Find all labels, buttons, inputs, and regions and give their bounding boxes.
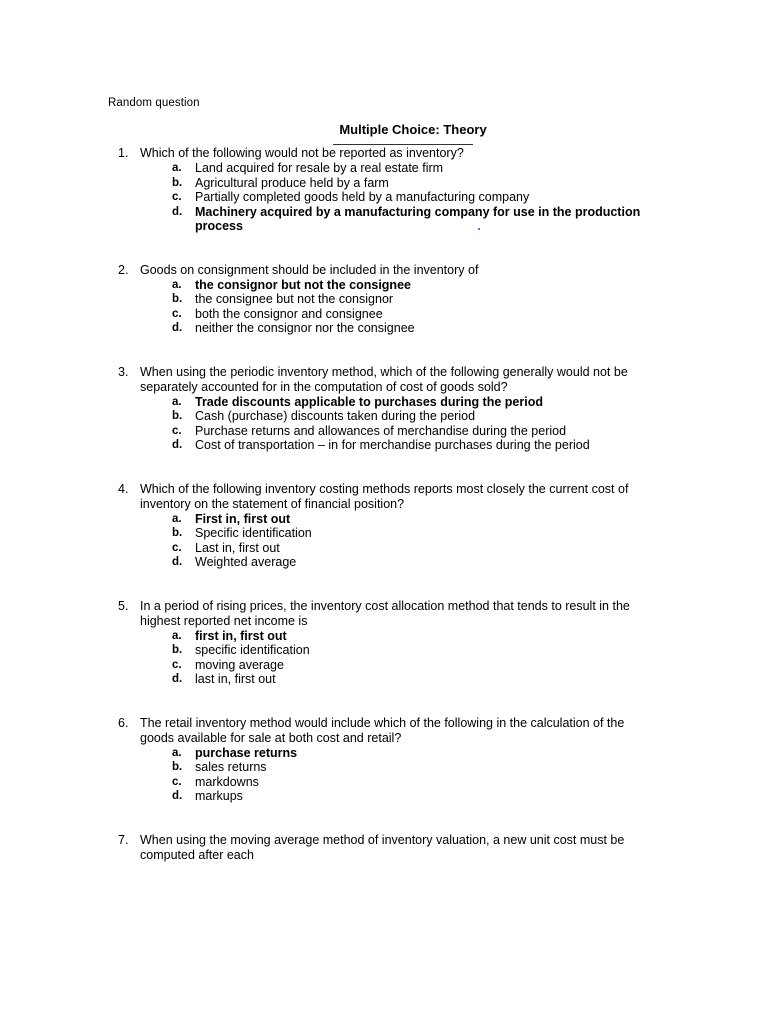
question-list: [0, 146, 768, 892]
choice-letter: c.: [172, 424, 182, 437]
choice-letter: a.: [172, 395, 182, 408]
choice-b: [0, 760, 768, 775]
choice-text: moving average: [195, 657, 284, 672]
choice-text: the consignee but not the consignor: [195, 292, 394, 306]
choice-text: markdowns: [195, 774, 259, 789]
choice-letter: a.: [172, 512, 182, 525]
choice-text: Purchase returns and allowances of merchandise during the period: [195, 423, 567, 438]
question-number: 3.: [118, 364, 129, 379]
choice-list: [0, 629, 768, 687]
choice-letter: d.: [172, 673, 183, 685]
question-text: When using the moving average method of inventory valuation, a new unit cost must be computed after each: [140, 832, 625, 862]
choice-text: Trade discounts applicable to purchases during the period: [195, 394, 543, 409]
choice-letter: c.: [172, 541, 182, 554]
question-4: [0, 482, 768, 570]
choice-letter: b.: [172, 761, 183, 773]
choice-letter: c.: [172, 658, 182, 671]
choice-d-answer: [0, 205, 768, 234]
choice-text: Agricultural produce held by a farm: [195, 175, 389, 190]
choice-a: [0, 161, 768, 176]
question-text: In a period of rising prices, the inventory cost allocation method that tends to result in the highest reported net income is: [140, 598, 630, 628]
choice-list: [0, 746, 768, 804]
question-text: Which of the following inventory costing methods reports most closely the current cost of inventory on the statement of financial position?: [140, 481, 629, 511]
choice-letter: a.: [172, 629, 182, 642]
choice-list: [0, 512, 768, 570]
choice-text: the consignor but not the consignee: [195, 277, 411, 292]
header-note: Random question: [108, 97, 200, 109]
page-title-text: Multiple Choice: Theory: [339, 122, 487, 137]
choice-b: [0, 643, 768, 658]
choice-c: [0, 658, 768, 673]
choice-letter: a.: [172, 162, 182, 174]
choice-letter: d.: [172, 790, 183, 802]
strikethrough-mark: [333, 144, 473, 145]
choice-letter: b.: [172, 410, 183, 422]
choice-b: [0, 409, 768, 424]
choice-text: Cost of transportation – in for merchandise purchases during the period: [195, 438, 590, 452]
question-text: The retail inventory method would include which of the following in the calculation of the goods available for sale at both cost and retail?: [140, 715, 625, 745]
choice-text: markups: [195, 789, 243, 803]
choice-c: [0, 424, 768, 439]
choice-text: first in, first out: [195, 628, 287, 643]
choice-d: [0, 321, 768, 336]
question-2: [0, 263, 768, 336]
choice-letter: c.: [172, 307, 182, 320]
choice-text: Partially completed goods held by a manufacturing company: [195, 190, 530, 204]
choice-list: [0, 395, 768, 453]
choice-text: Specific identification: [195, 526, 312, 540]
choice-text: First in, first out: [195, 511, 291, 526]
choice-list: [0, 161, 768, 234]
question-number: 2.: [118, 262, 129, 277]
choice-d: [0, 438, 768, 453]
choice-d: [0, 555, 768, 570]
choice-c: [0, 541, 768, 556]
question-text: Goods on consignment should be included in the inventory of: [140, 262, 479, 277]
choice-a-answer: [0, 629, 768, 644]
choice-a-answer: [0, 512, 768, 527]
choice-text: last in, first out: [195, 672, 276, 686]
choice-letter: d.: [172, 439, 183, 451]
question-6: [0, 716, 768, 804]
question-3: [0, 365, 768, 453]
question-5: [0, 599, 768, 687]
choice-a-answer: [0, 746, 768, 761]
choice-list: [0, 278, 768, 336]
choice-text: neither the consignor nor the consignee: [195, 321, 415, 335]
choice-letter: d.: [172, 322, 183, 334]
choice-letter: b.: [172, 527, 183, 539]
choice-c: [0, 775, 768, 790]
choice-letter: b.: [172, 293, 183, 305]
choice-letter: c.: [172, 775, 182, 788]
choice-text: Cash (purchase) discounts taken during the period: [195, 409, 476, 423]
choice-letter: c.: [172, 191, 182, 203]
question-1: [0, 146, 768, 234]
page-title: [0, 122, 768, 137]
choice-letter: d.: [172, 205, 183, 218]
choice-text: Land acquired for resale by a real estate firm: [195, 161, 444, 175]
choice-c: [0, 190, 768, 205]
choice-letter: b.: [172, 176, 183, 189]
choice-b: [0, 292, 768, 307]
choice-b: [0, 176, 768, 191]
choice-d: [0, 789, 768, 804]
choice-text: Last in, first out: [195, 540, 280, 555]
choice-letter: a.: [172, 746, 182, 759]
choice-letter: d.: [172, 556, 183, 568]
choice-c: [0, 307, 768, 322]
choice-text: both the consignor and consignee: [195, 306, 383, 321]
choice-text: specific identification: [195, 643, 310, 657]
question-number: 6.: [118, 715, 129, 730]
choice-d: [0, 672, 768, 687]
choice-a-answer: [0, 395, 768, 410]
question-7: [0, 833, 768, 863]
choice-text: purchase returns: [195, 745, 298, 760]
choice-text: Machinery acquired by a manufacturing company for use in the production process: [195, 204, 641, 233]
choice-letter: b.: [172, 644, 183, 656]
question-number: 4.: [118, 481, 129, 496]
question-text: When using the periodic inventory method, which of the following generally would not be separately accounted for in the computation of cost of goods sold?: [140, 364, 628, 394]
question-number: 1.: [118, 146, 129, 160]
choice-text: Weighted average: [195, 555, 297, 569]
question-text: Which of the following would not be reported as inventory?: [140, 146, 464, 160]
choice-a-answer: [0, 278, 768, 293]
choice-letter: a.: [172, 278, 182, 291]
question-number: 5.: [118, 598, 129, 613]
choice-text: sales returns: [195, 760, 267, 774]
question-number: 7.: [118, 832, 129, 847]
choice-b: [0, 526, 768, 541]
